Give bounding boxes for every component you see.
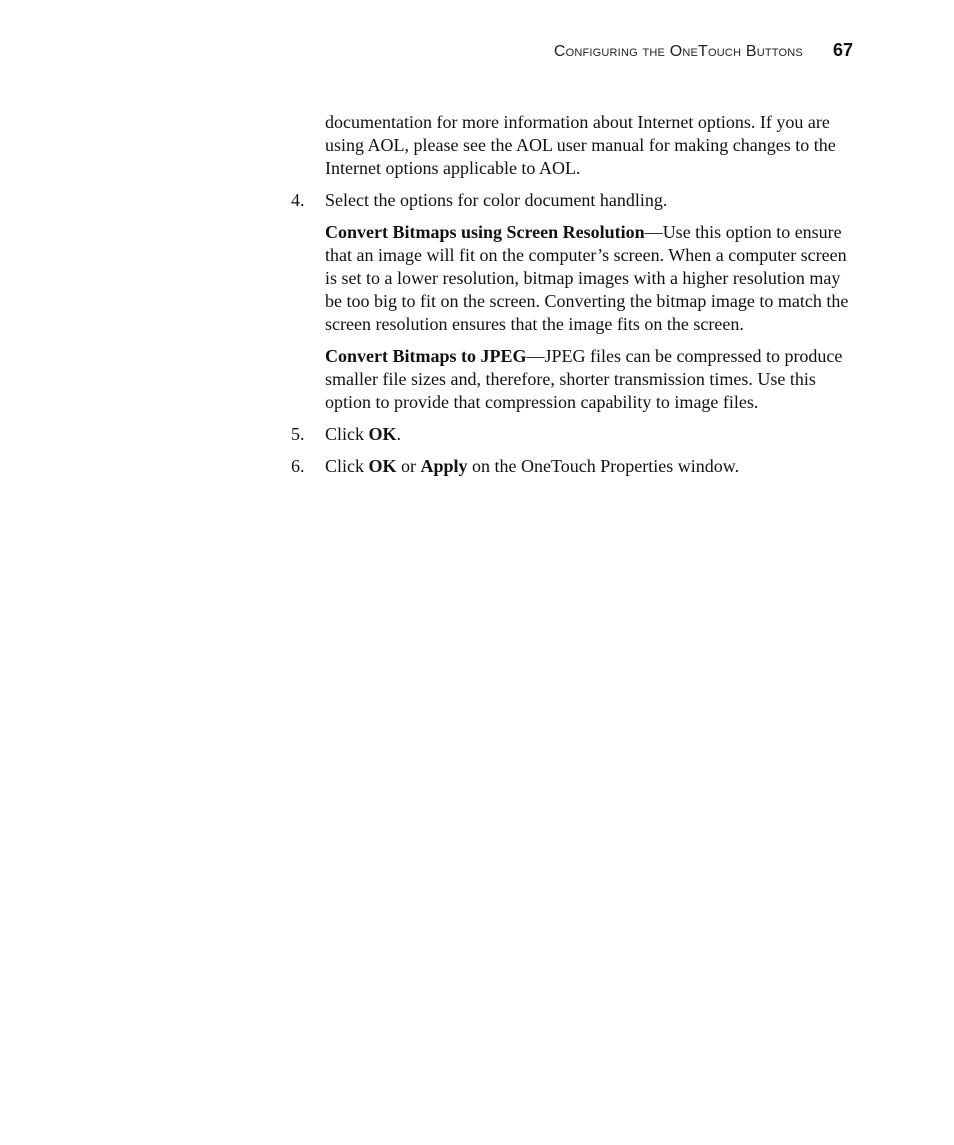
ok-label: OK bbox=[368, 424, 397, 444]
step-text-middle: or bbox=[396, 456, 421, 476]
option-term: Convert Bitmaps using Screen Resolution bbox=[325, 222, 645, 242]
step-text-prefix: Click bbox=[325, 456, 369, 476]
option-screen-resolution bbox=[325, 221, 856, 336]
running-header bbox=[554, 40, 853, 61]
step-text bbox=[325, 455, 856, 478]
step-6 bbox=[291, 455, 856, 478]
step-text: Select the options for color document handling. bbox=[325, 190, 668, 210]
step-text bbox=[325, 423, 856, 446]
step-4 bbox=[291, 189, 856, 212]
step-text-suffix: . bbox=[396, 424, 402, 444]
option-jpeg bbox=[325, 345, 856, 414]
option-description: —Use this option to ensure that an image will fit on the computer’s screen. When a computer screen is set to a lower resolution, bitmap images with a higher resolution may be too big to fit on the screen. Converting the bitmap image to match the screen resolution ensures that the image fits on the screen. bbox=[325, 222, 849, 334]
header-title: Configuring the OneTouch Buttons bbox=[553, 43, 803, 60]
page-content bbox=[291, 111, 856, 487]
intro-paragraph: documentation for more information about Internet options. If you are using AOL, please see the AOL user manual for making changes to the Internet options applicable to AOL. bbox=[325, 112, 836, 178]
step-5 bbox=[291, 423, 856, 446]
ok-label: OK bbox=[368, 456, 397, 476]
apply-label: Apply bbox=[420, 456, 468, 476]
step-number: 4. bbox=[291, 190, 305, 210]
page-number: 67 bbox=[832, 40, 853, 60]
step-text-prefix: Click bbox=[325, 424, 369, 444]
step-number: 5. bbox=[291, 424, 305, 444]
option-description: —JPEG files can be compressed to produce smaller file sizes and, therefore, shorter transmission times. Use this option to provide that compression capability to image files. bbox=[325, 346, 843, 412]
option-term: Convert Bitmaps to JPEG bbox=[325, 346, 527, 366]
step-number: 6. bbox=[291, 456, 305, 476]
step-text-suffix: on the OneTouch Properties window. bbox=[467, 456, 740, 476]
